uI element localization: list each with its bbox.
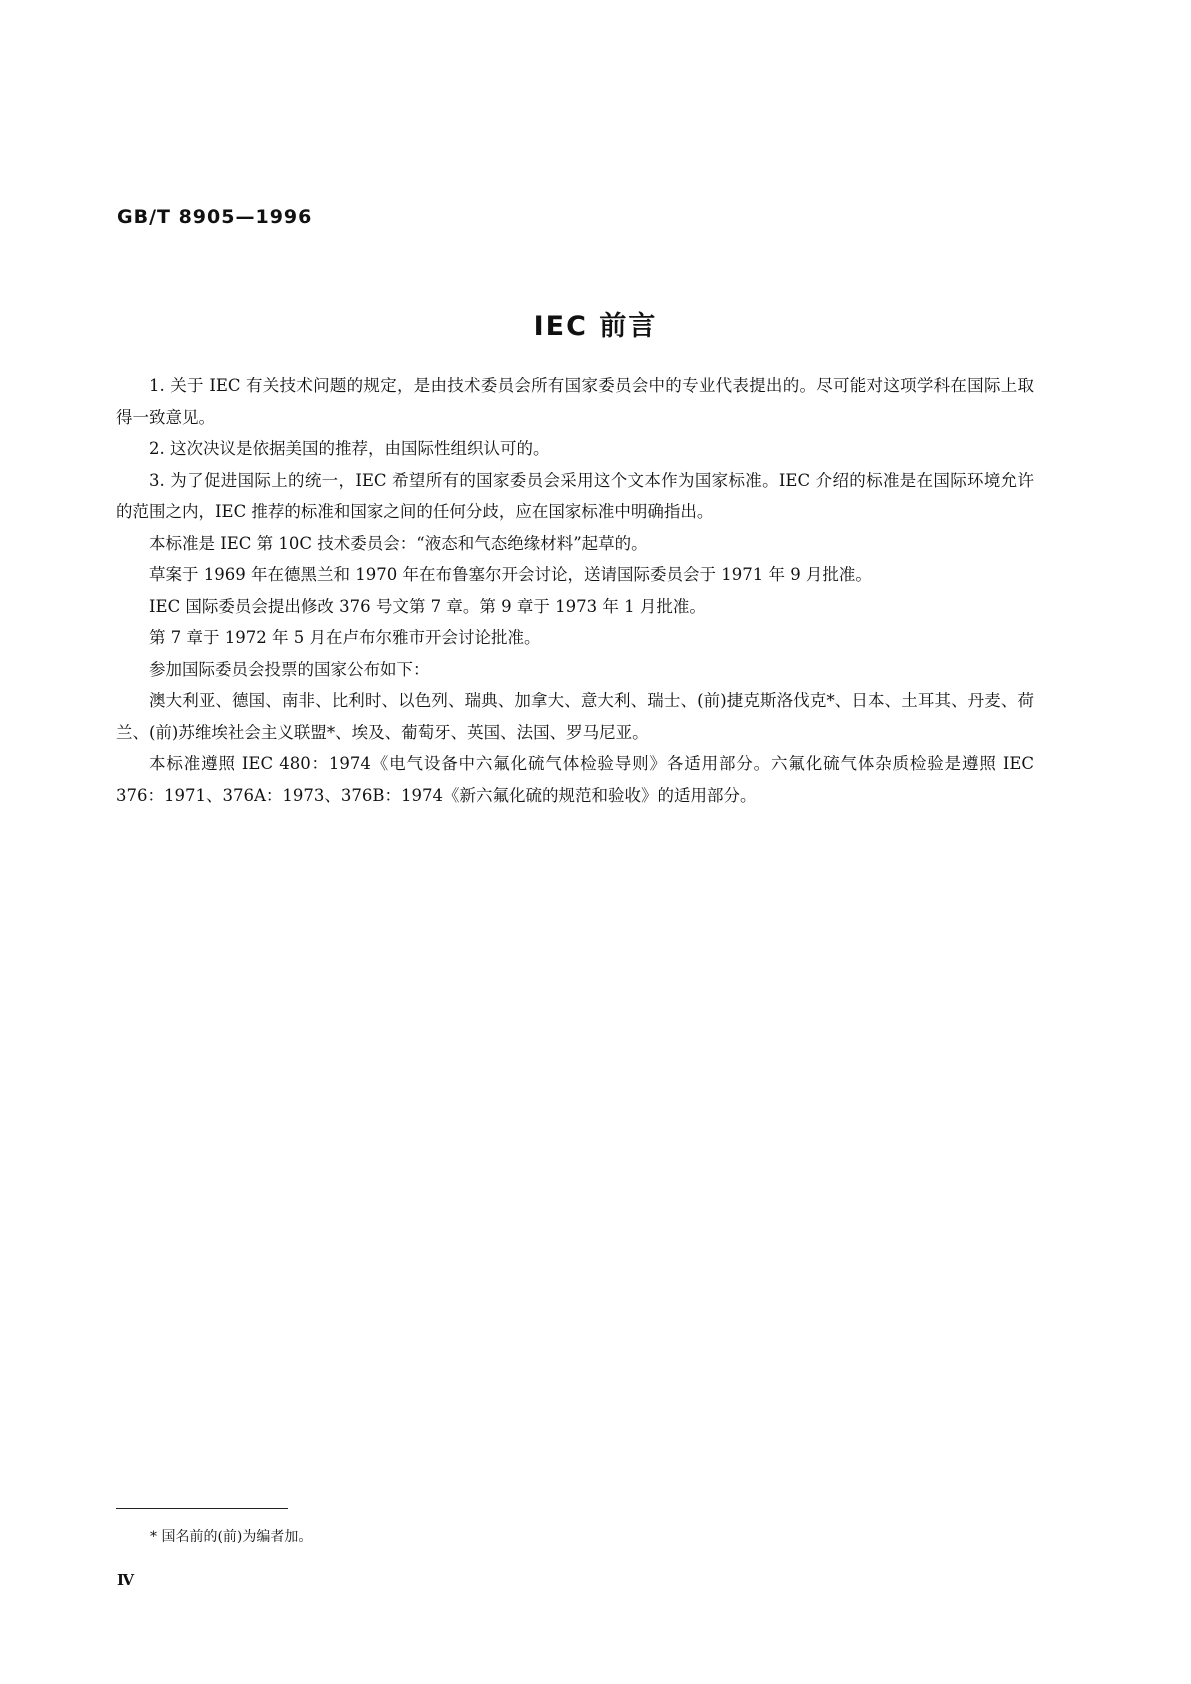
paragraph-7: 第 7 章于 1972 年 5 月在卢布尔雅市开会讨论批准。 (149, 628, 541, 647)
paragraph-3: 3. 为了促进国际上的统一，IEC 希望所有的国家委员会采用这个文本作为国家标准。IEC 介绍的标准是在国际环境允许的范围之内，IEC 推荐的标准和国家之间的任何分歧，应在国家标准中明确指出。 (116, 470, 1034, 521)
paragraph-5: 草案于 1969 年在德黑兰和 1970 年在布鲁塞尔开会讨论，送请国际委员会于 1971 年 9 月批准。 (149, 565, 872, 584)
footnote-divider (116, 1508, 288, 1509)
paragraph-4: 本标准是 IEC 第 10C 技术委员会：“液态和气态绝缘材料”起草的。 (149, 533, 648, 553)
paragraph-9: 澳大利亚、德国、南非、比利时、以色列、瑞典、加拿大、意大利、瑞士、(前)捷克斯洛伐克*、日本、土耳其、丹麦、荷兰、(前)苏维埃社会主义联盟*、埃及、葡萄牙、英国、法国、罗马尼亚。 (116, 691, 1034, 742)
page-number: Ⅳ (117, 1571, 135, 1589)
paragraph-6: IEC 国际委员会提出修改 376 号文第 7 章。第 9 章于 1973 年 1 月批准。 (149, 596, 706, 616)
standard-code: GB/T 8905—1996 (117, 206, 313, 228)
paragraph-10: 本标准遵照 IEC 480：1974《电气设备中六氟化硫气体检验导则》各适用部分。六氟化硫气体杂质检验是遵照 IEC 376：1971、376A：1973、376B：1974《新六氟化硫的规范和验收》的适用部分。 (116, 754, 1034, 805)
paragraph-8: 参加国际委员会投票的国家公布如下： (149, 659, 430, 679)
body-text (116, 370, 1034, 811)
paragraph-1: 1. 关于 IEC 有关技术问题的规定，是由技术委员会所有国家委员会中的专业代表提出的。尽可能对这项学科在国际上取得一致意见。 (116, 376, 1034, 427)
footnote: * 国名前的(前)为编者加。 (150, 1529, 313, 1545)
paragraph-2: 2. 这次决议是依据美国的推荐，由国际性组织认可的。 (149, 439, 550, 458)
page-title: IEC 前言 (533, 311, 658, 342)
